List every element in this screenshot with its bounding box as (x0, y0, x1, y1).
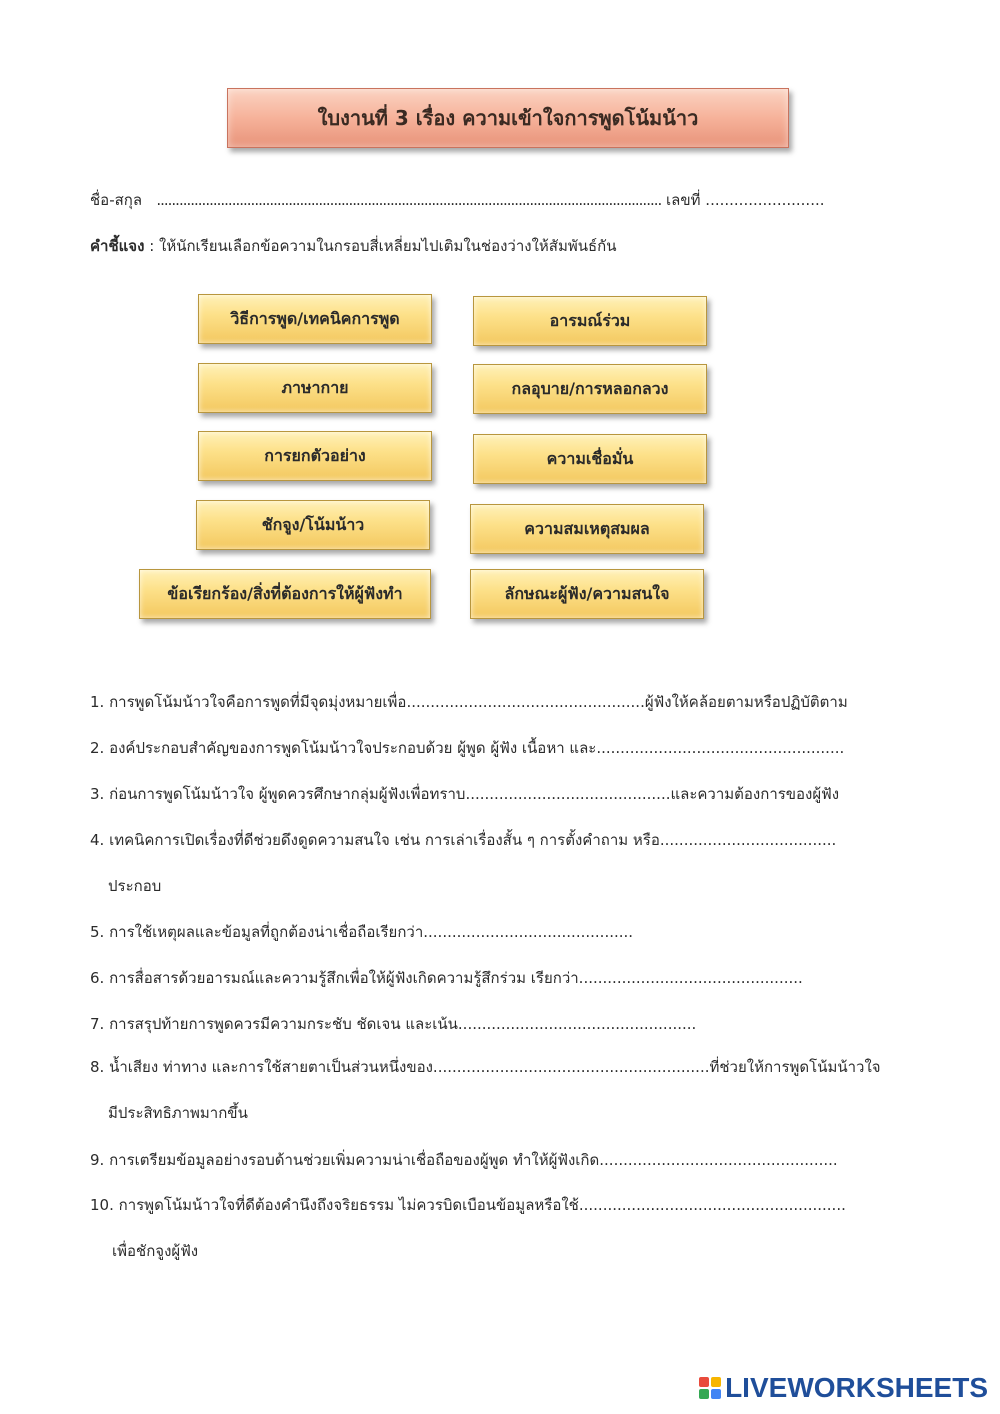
question-8: 8. น้ำเสียง ท่าทาง และการใช้สายตาเป็นส่วนหนึ่งของ..........................................................ที่ช่วยให้การพูดโน้มน้าวใจ (90, 1058, 881, 1076)
name-line (90, 188, 825, 212)
question-2: 2. องค์ประกอบสำคัญของการพูดโน้มน้าวใจประกอบด้วย ผู้พูด ผู้ฟัง เนื้อหา และ.................................................... (90, 739, 845, 757)
word-box[interactable]: ความสมเหตุสมผล (470, 504, 704, 554)
question-10: 10. การพูดโน้มน้าวใจที่ดีต้องคำนึงถึงจริยธรรม ไม่ควรบิดเบือนข้อมูลหรือใช้........................................................ (90, 1196, 846, 1214)
question-5: 5. การใช้เหตุผลและข้อมูลที่ถูกต้องน่าเชื่อถือเรียกว่า............................................ (90, 923, 634, 941)
name-label: ชื่อ-สกุล (90, 191, 143, 209)
question-7: 7. การสรุปท้ายการพูดควรมีความกระชับ ชัดเจน และเน้น.................................................. (90, 1015, 697, 1033)
question-3: 3. ก่อนการพูดโน้มน้าวใจ ผู้พูดควรศึกษากลุ่มผู้ฟังเพื่อทราบ...........................................และความต้องการของผู้ฟัง (90, 785, 840, 803)
question-10-continued: เพื่อชักจูงผู้ฟัง (112, 1242, 199, 1260)
word-box[interactable]: ข้อเรียกร้อง/สิ่งที่ต้องการให้ผู้ฟังทำ (139, 569, 431, 619)
word-box[interactable]: อารมณ์ร่วม (473, 296, 707, 346)
word-box[interactable]: การยกตัวอย่าง (198, 431, 432, 481)
liveworksheets-brand (699, 1372, 988, 1404)
word-box[interactable]: วิธีการพูด/เทคนิคการพูด (198, 294, 432, 344)
instruction-text: : ให้นักเรียนเลือกข้อความในกรอบสี่เหลี่ยมไปเติมในช่องว่างให้สัมพันธ์กัน (144, 237, 617, 255)
brand-text: LIVEWORKSHEETS (725, 1372, 988, 1403)
question-1: 1. การพูดโน้มน้าวใจคือการพูดที่มีจุดมุ่งหมายเพื่อ..................................................ผู้ฟังให้คล้อยตามหรือปฏิบัติตาม (90, 693, 848, 711)
word-box[interactable]: ความเชื่อมั่น (473, 434, 707, 484)
word-box[interactable]: กลอุบาย/การหลอกลวง (473, 364, 707, 414)
instruction-label: คำชี้แจง (90, 237, 145, 255)
liveworksheets-logo-icon (699, 1377, 721, 1399)
name-blank[interactable]: ...................................................................................................................................... (156, 191, 662, 209)
word-box[interactable]: ชักจูง/โน้มน้าว (196, 500, 430, 550)
question-9: 9. การเตรียมข้อมูลอย่างรอบด้านช่วยเพิ่มความน่าเชื่อถือของผู้พูด ทำให้ผู้ฟังเกิด.................................................. (90, 1151, 838, 1169)
instruction (90, 234, 616, 258)
number-label: เลขที่ (666, 191, 701, 209)
question-4-continued: ประกอบ (108, 877, 162, 895)
question-4: 4. เทคนิคการเปิดเรื่องที่ดีช่วยดึงดูดความสนใจ เช่น การเล่าเรื่องสั้น ๆ การตั้งคำถาม หรือ..................................... (90, 831, 837, 849)
question-6: 6. การสื่อสารด้วยอารมณ์และความรู้สึกเพื่อให้ผู้ฟังเกิดความรู้สึกร่วม เรียกว่า............................................... (90, 969, 803, 987)
word-box[interactable]: ภาษากาย (198, 363, 432, 413)
number-blank[interactable]: ......................... (705, 191, 825, 209)
worksheet-title: ใบงานที่ 3 เรื่อง ความเข้าใจการพูดโน้มน้าว (227, 88, 789, 148)
word-box[interactable]: ลักษณะผู้ฟัง/ความสนใจ (470, 569, 704, 619)
question-8-continued: มีประสิทธิภาพมากขึ้น (108, 1104, 248, 1122)
